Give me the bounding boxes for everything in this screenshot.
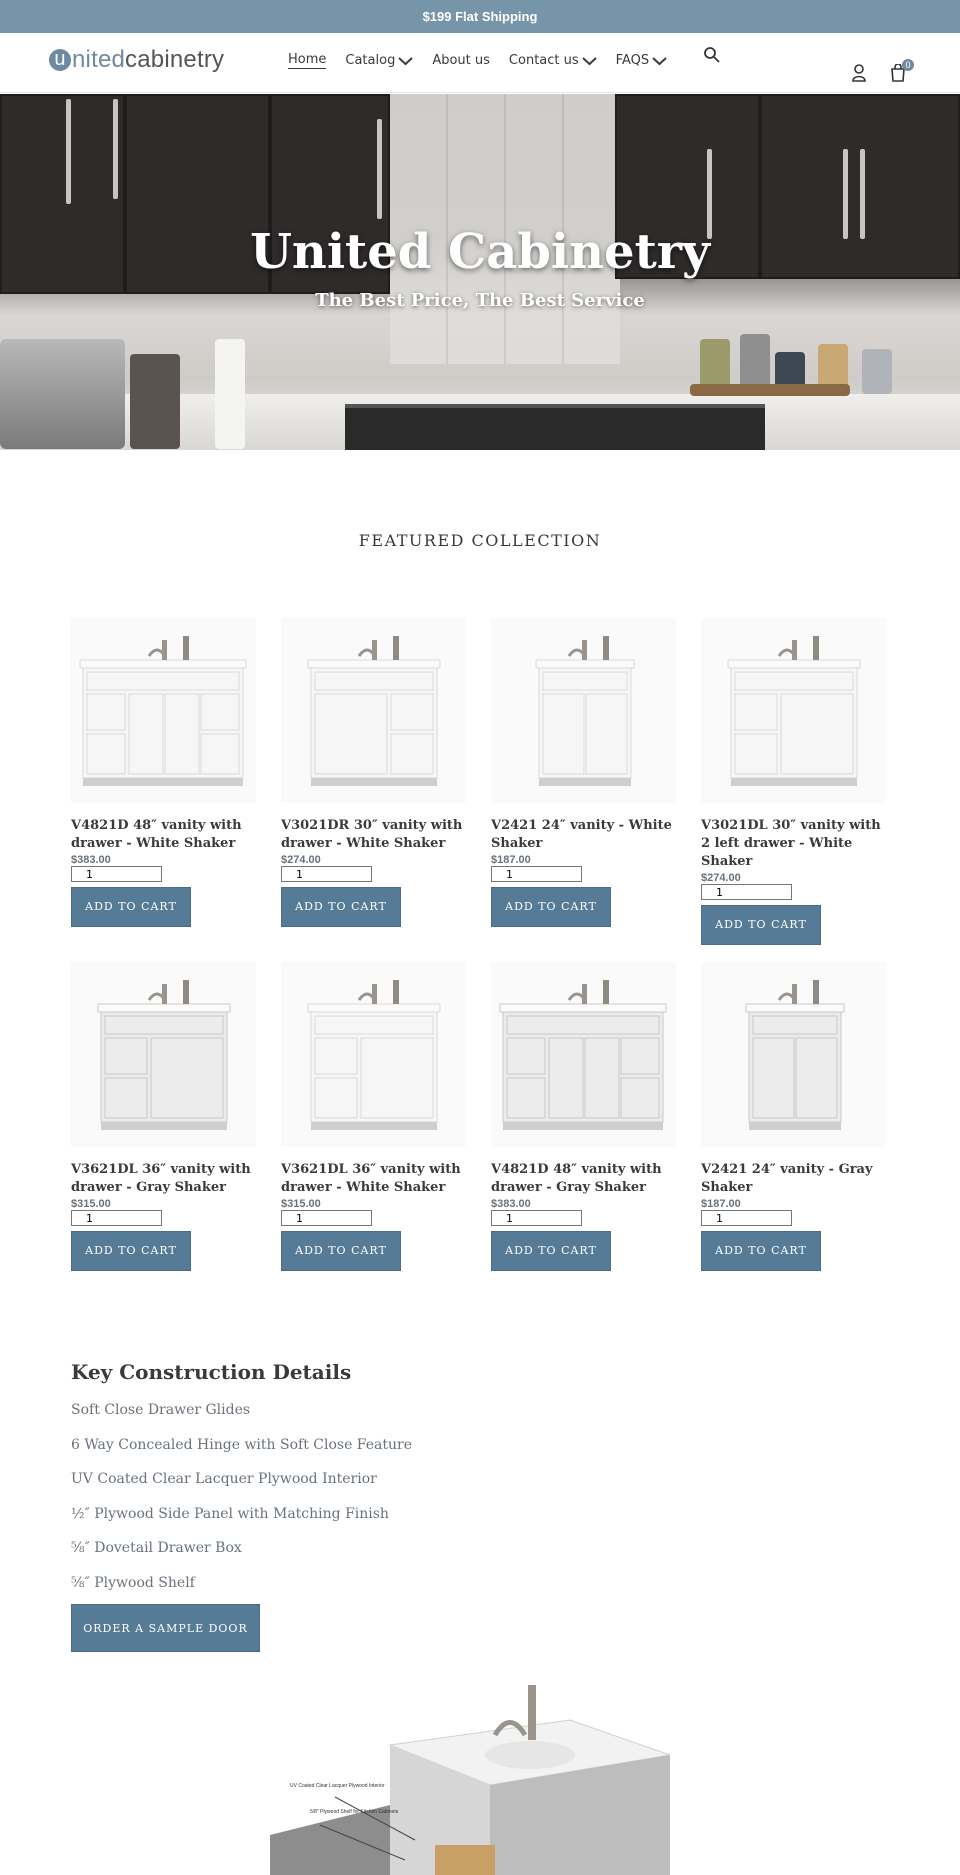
vanity-image bbox=[491, 962, 676, 1147]
product-price: $383.00 bbox=[491, 1198, 531, 1210]
chevron-down-icon bbox=[398, 56, 413, 66]
product-price: $187.00 bbox=[491, 854, 531, 866]
product-image[interactable] bbox=[71, 618, 256, 803]
cabinet-handle bbox=[377, 119, 382, 219]
product-title[interactable]: V3021DL 30″ vanity with 2 left drawer - White Shaker bbox=[701, 818, 881, 869]
construction-item: ⅝″ Dovetail Drawer Box bbox=[71, 1540, 242, 1556]
site-logo[interactable] bbox=[49, 46, 224, 74]
add-to-cart-button[interactable]: ADD TO CART bbox=[71, 887, 191, 927]
quantity-input[interactable] bbox=[701, 1210, 792, 1226]
jar bbox=[130, 354, 180, 449]
quantity-input[interactable] bbox=[491, 1210, 582, 1226]
product-title[interactable]: V3021DR 30″ vanity with drawer - White Shaker bbox=[281, 818, 463, 851]
product-image[interactable] bbox=[281, 962, 466, 1147]
main-nav bbox=[288, 52, 686, 69]
product-price: $315.00 bbox=[281, 1198, 321, 1210]
add-to-cart-button[interactable]: ADD TO CART bbox=[71, 1231, 191, 1271]
product-title[interactable]: V4821D 48″ vanity with drawer - White Shaker bbox=[71, 818, 242, 851]
add-to-cart-button[interactable]: ADD TO CART bbox=[491, 1231, 611, 1271]
logo-u: u bbox=[49, 49, 71, 71]
product-price: $187.00 bbox=[701, 1198, 741, 1210]
quantity-input[interactable] bbox=[281, 1210, 372, 1226]
product-card bbox=[281, 618, 466, 962]
add-to-cart-button[interactable]: ADD TO CART bbox=[701, 1231, 821, 1271]
nav-contact[interactable]: Contact us bbox=[509, 52, 597, 69]
logo-rest: cabinetry bbox=[125, 46, 225, 73]
product-price: $315.00 bbox=[71, 1198, 111, 1210]
announcement-text: $199 Flat Shipping bbox=[422, 9, 538, 24]
jar bbox=[818, 344, 848, 389]
construction-item: UV Coated Clear Lacquer Plywood Interior bbox=[71, 1471, 377, 1487]
vanity-image bbox=[71, 618, 256, 803]
product-image[interactable] bbox=[491, 962, 676, 1147]
product-image[interactable] bbox=[281, 618, 466, 803]
product-card bbox=[491, 618, 676, 962]
hero-banner bbox=[0, 94, 960, 450]
product-card bbox=[71, 962, 256, 1306]
quantity-input[interactable] bbox=[281, 866, 372, 882]
cabinet-handle bbox=[113, 99, 118, 199]
account-icon[interactable] bbox=[851, 64, 867, 82]
construction-title: Key Construction Details bbox=[71, 1360, 352, 1384]
cart-button[interactable] bbox=[889, 60, 919, 84]
announcement-bar bbox=[0, 0, 960, 33]
cabinet-handle bbox=[66, 99, 71, 204]
product-card bbox=[701, 962, 886, 1306]
hero-title: United Cabinetry bbox=[250, 224, 710, 280]
product-image[interactable] bbox=[701, 618, 886, 803]
product-image[interactable] bbox=[491, 618, 676, 803]
vanity-construction-diagram bbox=[270, 1675, 690, 1875]
vanity-image bbox=[701, 618, 886, 803]
featured-collection-title: FEATURED COLLECTION bbox=[358, 531, 602, 550]
chevron-down-icon bbox=[582, 56, 597, 66]
product-card bbox=[701, 618, 886, 962]
product-card bbox=[491, 962, 676, 1306]
product-grid bbox=[71, 618, 891, 1306]
product-price: $383.00 bbox=[71, 854, 111, 866]
product-card bbox=[281, 962, 466, 1306]
order-sample-door-button[interactable]: ORDER A SAMPLE DOOR bbox=[71, 1604, 260, 1652]
product-price: $274.00 bbox=[281, 854, 321, 866]
nav-catalog[interactable]: Catalog bbox=[345, 52, 413, 69]
product-title[interactable]: V2421 24″ vanity - Gray Shaker bbox=[701, 1162, 873, 1195]
add-to-cart-button[interactable]: ADD TO CART bbox=[491, 887, 611, 927]
add-to-cart-button[interactable]: ADD TO CART bbox=[281, 1231, 401, 1271]
jar bbox=[215, 339, 245, 449]
quantity-input[interactable] bbox=[701, 884, 792, 900]
cart-count-badge: 0 bbox=[902, 59, 914, 71]
add-to-cart-button[interactable]: ADD TO CART bbox=[281, 887, 401, 927]
product-card bbox=[71, 618, 256, 962]
vanity-image bbox=[71, 962, 256, 1147]
construction-item: Soft Close Drawer Glides bbox=[71, 1402, 251, 1418]
search-icon[interactable] bbox=[703, 46, 721, 64]
site-header bbox=[0, 33, 960, 93]
construction-item: 6 Way Concealed Hinge with Soft Close Feature bbox=[71, 1436, 413, 1453]
construction-details bbox=[71, 1360, 412, 1609]
construction-item: ⅝″ Plywood Shelf bbox=[71, 1574, 195, 1591]
product-image[interactable] bbox=[71, 962, 256, 1147]
construction-item: ½″ Plywood Side Panel with Matching Finish bbox=[71, 1505, 389, 1522]
quantity-input[interactable] bbox=[491, 866, 582, 882]
vanity-image bbox=[281, 618, 466, 803]
diagram-label: 5/8" Plywood Shelf for Kitchen Cabinets bbox=[310, 1809, 399, 1815]
vanity-diagram-image bbox=[270, 1675, 690, 1875]
vanity-image bbox=[491, 618, 676, 803]
vanity-image bbox=[701, 962, 886, 1147]
product-title[interactable]: V4821D 48″ vanity with drawer - Gray Shaker bbox=[491, 1162, 662, 1195]
jar bbox=[862, 349, 892, 394]
construction-list bbox=[71, 1402, 412, 1609]
product-title[interactable]: V3621DL 36″ vanity with drawer - Gray Shaker bbox=[71, 1162, 251, 1195]
add-to-cart-button[interactable]: ADD TO CART bbox=[701, 905, 821, 945]
quantity-input[interactable] bbox=[71, 866, 162, 882]
product-image[interactable] bbox=[701, 962, 886, 1147]
product-title[interactable]: V3621DL 36″ vanity with drawer - White Shaker bbox=[281, 1162, 461, 1195]
nav-about[interactable]: About us bbox=[432, 53, 490, 68]
product-price: $274.00 bbox=[701, 872, 741, 884]
product-title[interactable]: V2421 24″ vanity - White Shaker bbox=[491, 818, 672, 851]
cutting-board bbox=[690, 384, 850, 396]
hero-subtitle: The Best Price, The Best Service bbox=[315, 290, 645, 311]
espresso-machine bbox=[0, 339, 125, 449]
quantity-input[interactable] bbox=[71, 1210, 162, 1226]
nav-home[interactable]: Home bbox=[288, 52, 327, 67]
logo-accent: nited bbox=[72, 46, 126, 73]
nav-faqs[interactable]: FAQS bbox=[616, 52, 667, 69]
diagram-label: UV Coated Clear Lacquer Plywood Interior bbox=[290, 1783, 385, 1789]
chevron-down-icon bbox=[652, 56, 667, 66]
stove bbox=[345, 404, 765, 450]
vanity-image bbox=[281, 962, 466, 1147]
